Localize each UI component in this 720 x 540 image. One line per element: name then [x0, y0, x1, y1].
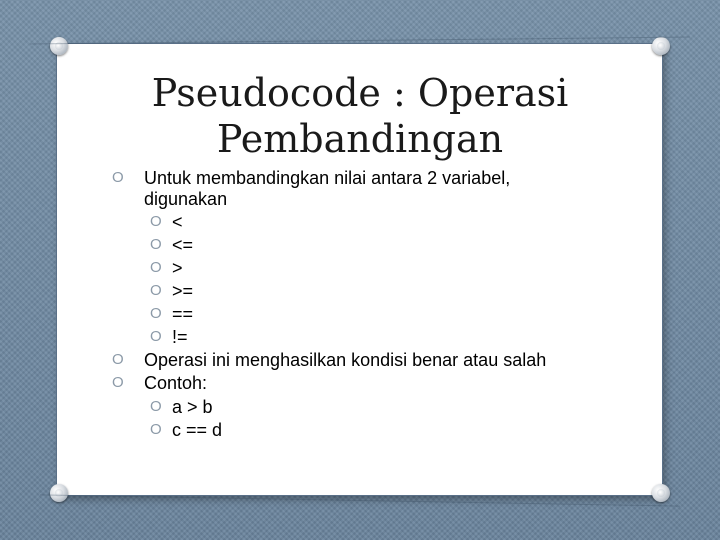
list-item: >=: [172, 281, 194, 301]
list-item-continuation: digunakan: [144, 189, 228, 209]
title-line-2: Pembandingan: [216, 117, 504, 161]
title-line-1: Pseudocode : Operasi: [151, 71, 569, 115]
list-item: >: [172, 258, 183, 278]
list-item: ==: [172, 304, 194, 324]
bullet-marker-icon: O: [150, 282, 162, 299]
bullet-marker-icon: O: [150, 398, 162, 415]
list-item: Contoh:: [144, 373, 208, 393]
list-item: Operasi ini menghasilkan kondisi benar atau salah: [144, 350, 547, 370]
bullet-marker-icon: O: [150, 236, 162, 253]
list-item: a > b: [172, 397, 213, 417]
bullet-marker-icon: O: [112, 351, 124, 368]
list-item: <: [172, 212, 183, 232]
list-item: Untuk membandingkan nilai antara 2 variabel,: [144, 168, 511, 188]
bullet-marker-icon: O: [150, 421, 162, 438]
list-item: !=: [172, 327, 188, 347]
list-item: <=: [172, 235, 194, 255]
bullet-marker-icon: O: [112, 374, 124, 391]
bullet-marker-icon: O: [112, 169, 124, 186]
bullet-marker-icon: O: [150, 213, 162, 230]
bullet-marker-icon: O: [150, 259, 162, 276]
bullet-marker-icon: O: [150, 305, 162, 322]
list-item: c == d: [172, 420, 223, 440]
bullet-marker-icon: O: [150, 328, 162, 345]
